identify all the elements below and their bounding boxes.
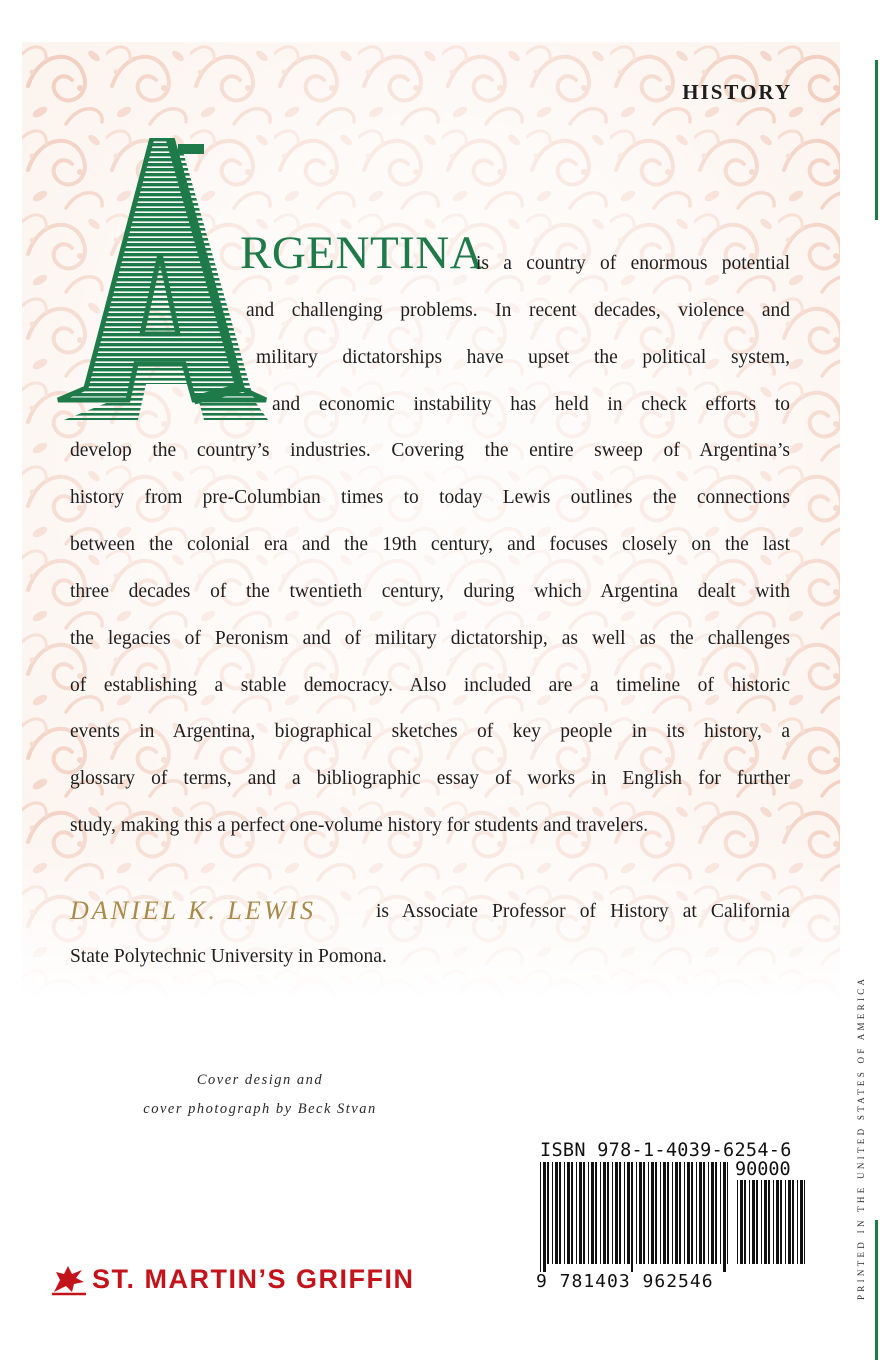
barcode-bar	[699, 1162, 702, 1264]
barcode-bar	[636, 1162, 637, 1264]
barcode-bar	[603, 1162, 606, 1264]
barcode-bar	[651, 1162, 654, 1264]
barcode-bar	[696, 1162, 697, 1264]
description-line: events in Argentina, biographical sketches of key people in its history, a	[70, 721, 790, 742]
barcode-bar	[768, 1180, 770, 1264]
barcode-bar	[643, 1162, 645, 1264]
barcode-bar	[547, 1162, 549, 1264]
description-line: of establishing a stable democracy. Also included are a timeline of historic	[70, 675, 790, 696]
price-code: 90000	[735, 1159, 791, 1180]
barcode-bar	[543, 1162, 546, 1272]
barcode-bar	[737, 1180, 738, 1264]
barcode-bar	[749, 1180, 750, 1264]
barcode-bar	[552, 1162, 553, 1264]
barcode-bar	[588, 1162, 589, 1264]
drop-cap-glyph: A	[160, 393, 161, 394]
title-word: RGENTINA	[240, 227, 485, 279]
barcode-bar	[579, 1162, 582, 1264]
barcode-bar	[752, 1180, 755, 1264]
description-line: develop the country’s industries. Covering the entire sweep of Argentina’s	[70, 440, 790, 461]
barcode-bar	[559, 1162, 561, 1264]
barcode-bar	[708, 1162, 709, 1264]
barcode-bar	[591, 1162, 594, 1264]
barcode-bar	[687, 1162, 690, 1264]
barcode-bar	[785, 1180, 786, 1264]
barcode-bar	[780, 1180, 782, 1264]
description-line: and challenging problems. In recent decades, violence and	[246, 300, 790, 321]
barcode-bar	[619, 1162, 621, 1264]
cover-credit-line: cover photograph by Beck Stvan	[143, 1101, 377, 1117]
barcode-bar	[615, 1162, 618, 1264]
ean-digits: 9 781403 962546	[536, 1271, 714, 1292]
description-line: and economic instability has held in check efforts to	[272, 394, 790, 415]
barcode-bar	[804, 1180, 805, 1264]
edge-mark-bottom	[875, 1220, 878, 1360]
barcode-bar	[564, 1162, 565, 1264]
barcode-bar	[555, 1162, 558, 1264]
barcode-bar	[672, 1162, 673, 1264]
publisher-logo	[50, 1262, 415, 1296]
barcode-bar	[679, 1162, 681, 1264]
drop-cap-letter	[54, 138, 268, 420]
description-line: glossary of terms, and a bibliographic essay of works in English for further	[70, 768, 790, 789]
barcode-bar	[655, 1162, 657, 1264]
barcode-bar	[624, 1162, 625, 1264]
barcode-bar	[684, 1162, 685, 1264]
barcode-bar	[631, 1162, 633, 1272]
category-label: HISTORY	[682, 80, 792, 104]
barcode-bar	[740, 1180, 743, 1264]
barcode-bar	[776, 1180, 779, 1264]
author-bio-line: is Associate Professor of History at California	[376, 901, 790, 922]
barcode-bar	[711, 1162, 714, 1264]
barcode-bar	[576, 1162, 577, 1264]
edge-mark-top	[875, 60, 878, 220]
barcode-bar	[800, 1180, 803, 1264]
printed-in-note: PRINTED IN THE UNITED STATES OF AMERICA	[856, 975, 866, 1300]
barcode-bar	[583, 1162, 585, 1264]
barcode-bar	[627, 1162, 630, 1264]
description-line: three decades of the twentieth century, during which Argentina dealt with	[70, 581, 790, 602]
barcode-bar	[639, 1162, 642, 1264]
barcode-bar	[540, 1162, 541, 1272]
barcode-bar	[648, 1162, 649, 1264]
barcode-bar	[675, 1162, 678, 1264]
barcode-bar	[797, 1180, 798, 1264]
description-line: study, making this a perfect one-volume history for students and travelers.	[70, 815, 649, 836]
barcode-bar	[660, 1162, 661, 1264]
barcode-bar	[744, 1180, 746, 1264]
barcode-bar	[761, 1180, 762, 1264]
barcode-bar	[773, 1180, 774, 1264]
description-line: military dictatorships have upset the political system,	[256, 347, 790, 368]
isbn-label: ISBN 978-1-4039-6254-6	[540, 1140, 792, 1161]
barcode-bar	[727, 1162, 728, 1264]
barcode-bar	[663, 1162, 666, 1264]
author-bio-line: State Polytechnic University in Pomona.	[70, 946, 387, 967]
barcode-bar	[764, 1180, 767, 1264]
barcode-bar	[720, 1162, 721, 1264]
barcode-bar	[691, 1162, 693, 1264]
description-line: the legacies of Peronism and of military dictatorship, as well as the challenges	[70, 628, 790, 649]
publisher-name: ST. MARTIN’S GRIFFIN	[92, 1263, 415, 1294]
barcode-bar	[607, 1162, 609, 1264]
barcode-bar	[567, 1162, 570, 1264]
barcode-bar	[600, 1162, 601, 1264]
barcode-bar	[715, 1162, 717, 1264]
barcode-bar	[703, 1162, 705, 1264]
author-name: DANIEL K. LEWIS	[70, 896, 317, 925]
barcode-bar	[723, 1162, 726, 1272]
price-barcode	[735, 1180, 807, 1272]
cover-credit-line: Cover design and	[196, 1072, 324, 1088]
isbn-barcode	[538, 1162, 730, 1272]
description-line: between the colonial era and the 19th century, and focuses closely on the last	[70, 534, 790, 555]
barcode-bar	[788, 1180, 791, 1264]
barcode-bar	[612, 1162, 613, 1264]
barcode-bar	[595, 1162, 597, 1264]
description-line: is a country of enormous potential	[476, 253, 790, 274]
barcode-bar	[792, 1180, 794, 1264]
barcode-bar	[571, 1162, 573, 1264]
griffin-icon	[50, 1262, 88, 1296]
barcode-bar	[667, 1162, 669, 1264]
barcode-bar	[756, 1180, 758, 1264]
description-line: history from pre-Columbian times to today Lewis outlines the connections	[70, 487, 790, 508]
